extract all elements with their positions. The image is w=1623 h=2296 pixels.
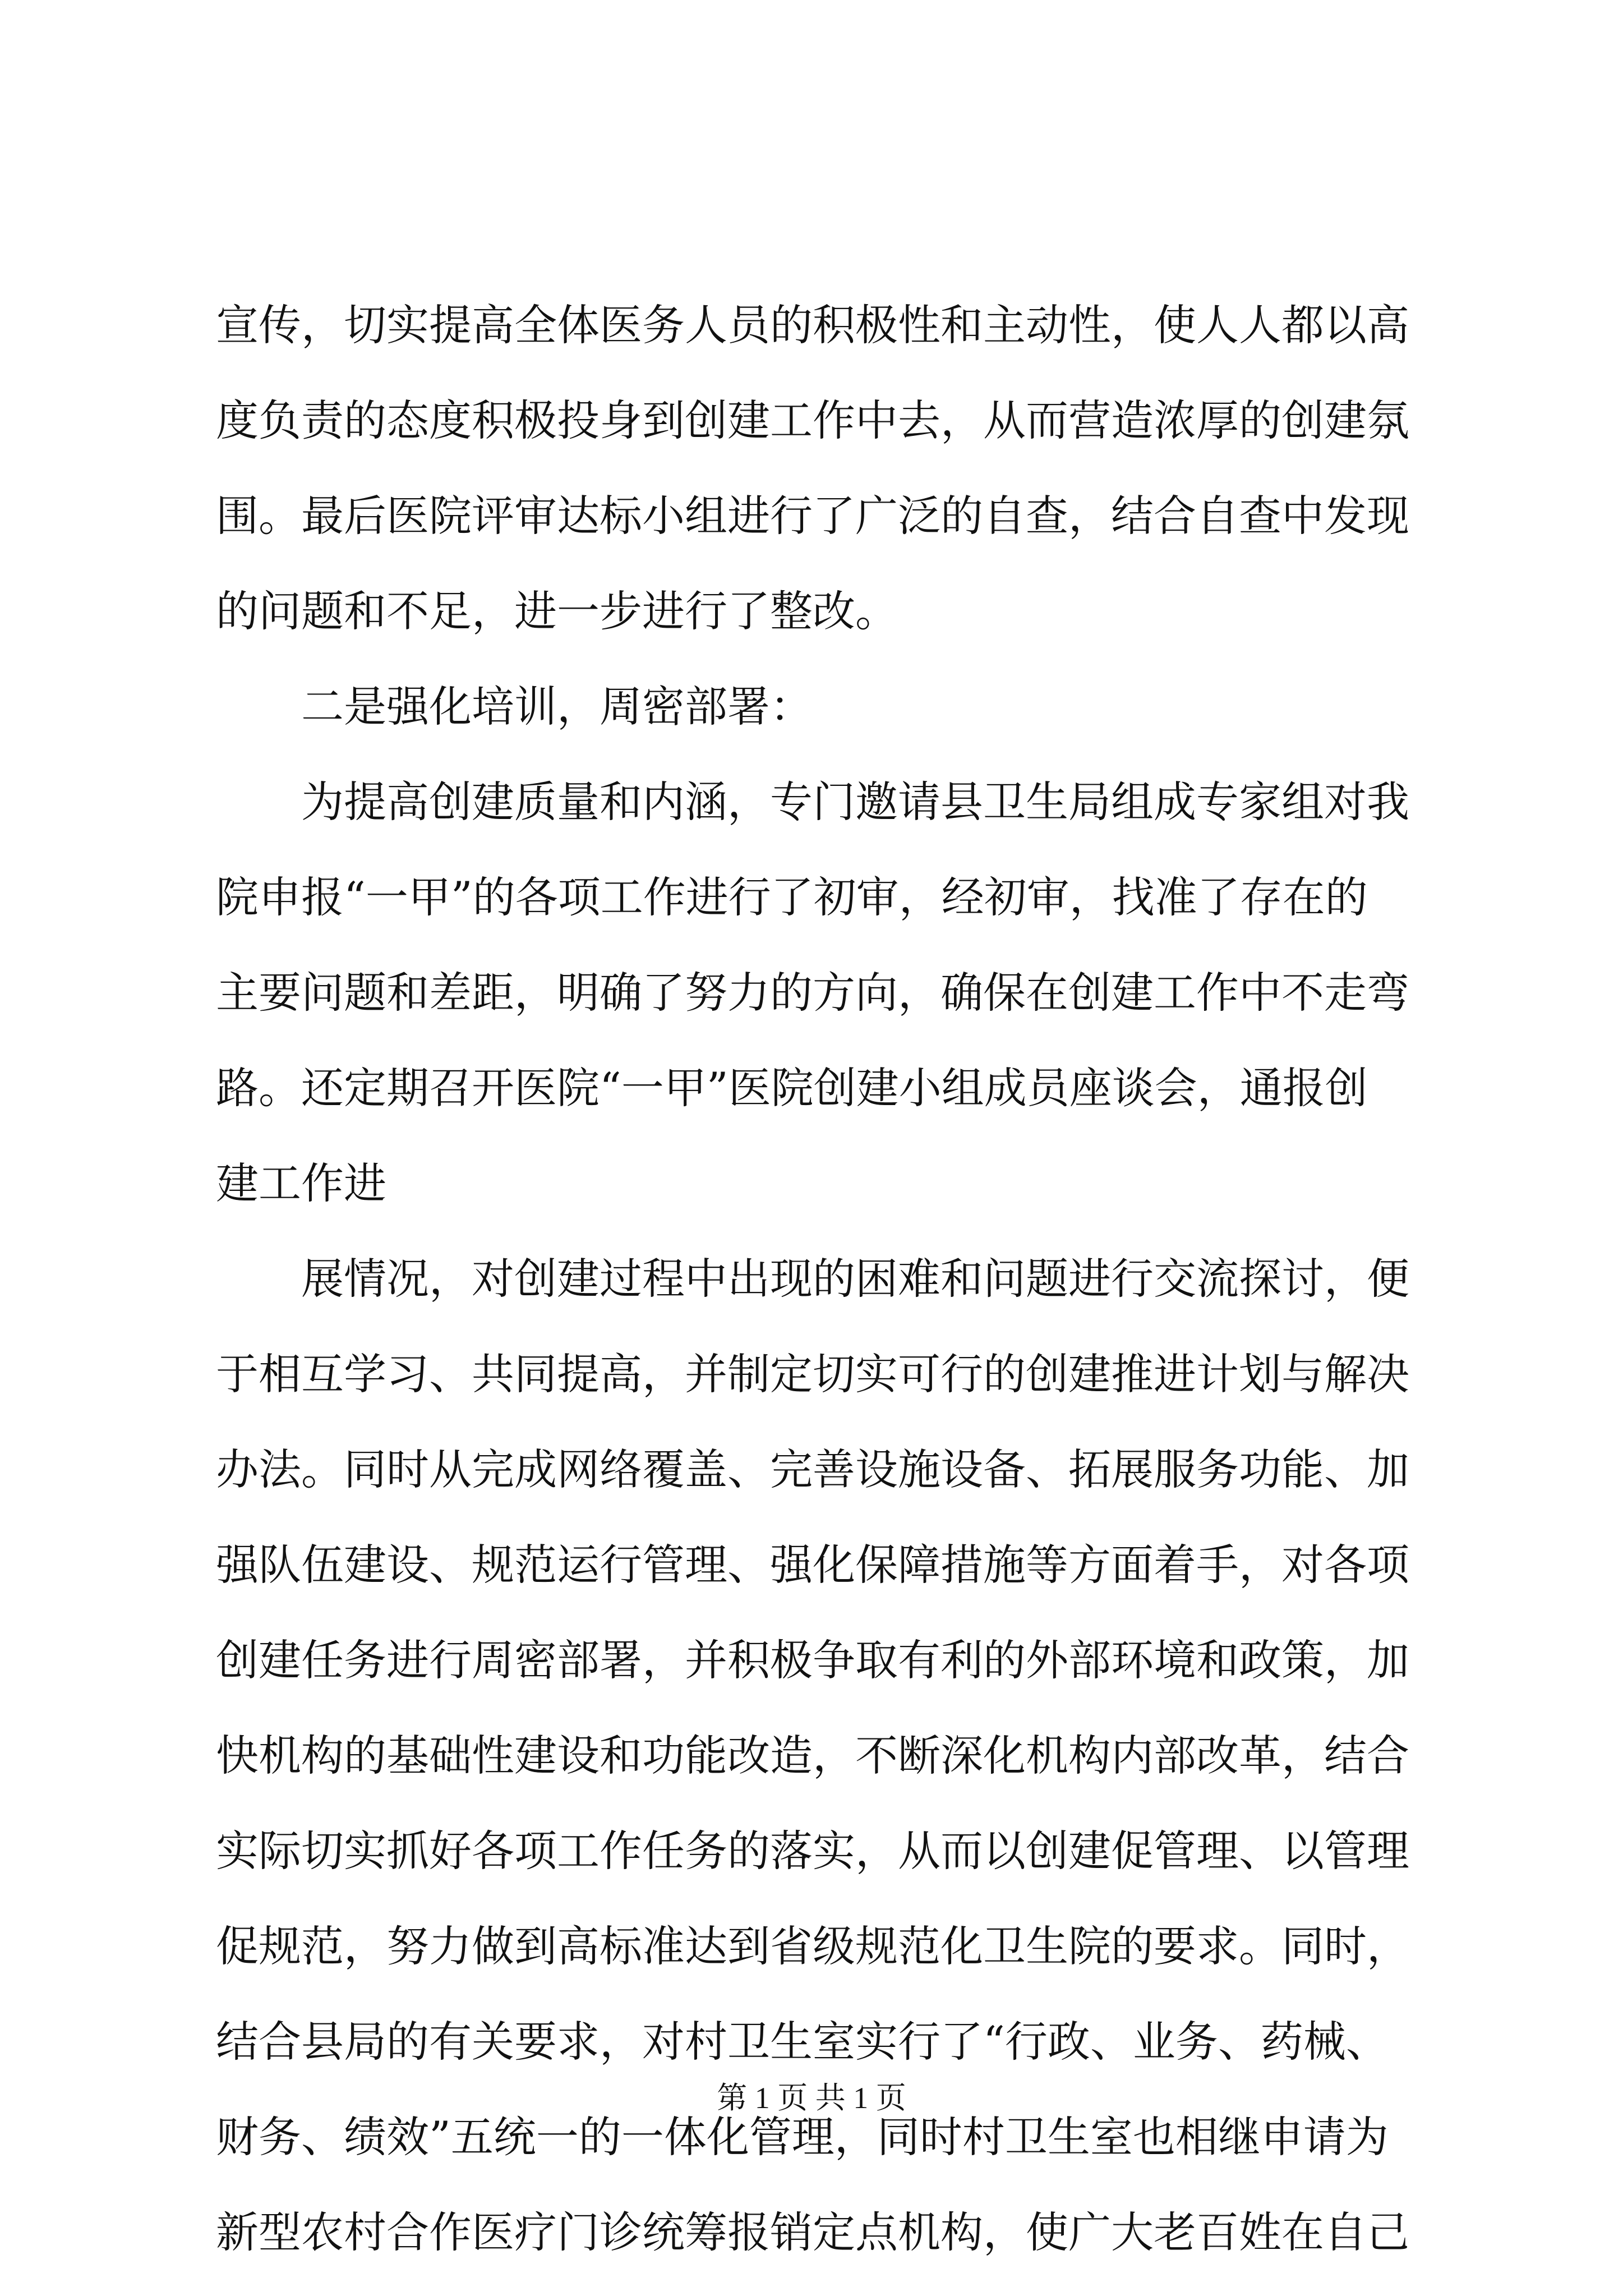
text-line: 院申报“一甲”的各项工作进行了初审，经初审，找准了存在的 xyxy=(216,872,1368,922)
text-line: 宣传，切实提高全体医务人员的积极性和主动性，使人人都以高 xyxy=(216,300,1409,350)
text-line: 强队伍建设、规范运行管理、强化保障措施等方面着手，对各项 xyxy=(216,1540,1409,1590)
text-line: 办法。同时从完成网络覆盖、完善设施设备、拓展服务功能、加 xyxy=(216,1444,1409,1494)
page-footer: 第 1 页 共 1 页 xyxy=(717,2081,906,2115)
paragraph-start-line: 展情况，对创建过程中出现的困难和问题进行交流探讨，便 xyxy=(301,1254,1409,1304)
paragraph-start-line: 为提高创建质量和内涵，专门邀请县卫生局组成专家组对我 xyxy=(301,777,1409,827)
text-line: 主要问题和差距，明确了努力的方向，确保在创建工作中不走弯 xyxy=(216,968,1409,1018)
text-line: 建工作进 xyxy=(216,1158,386,1208)
text-line: 结合县局的有关要求，对村卫生室实行了“行政、业务、药械、 xyxy=(216,2017,1389,2067)
text-line: 快机构的基础性建设和功能改造，不断深化机构内部改革，结合 xyxy=(216,1731,1409,1780)
text-line: 财务、绩效”五统一的一体化管理，同时村卫生室也相继申请为 xyxy=(216,2112,1389,2162)
text-line: 新型农村合作医疗门诊统筹报销定点机构，使广大老百姓在自己 xyxy=(216,2207,1409,2257)
section-heading: 二是强化培训，周密部署： xyxy=(301,682,813,731)
text-line: 路。还定期召开医院“一甲”医院创建小组成员座谈会，通报创 xyxy=(216,1063,1368,1113)
text-line: 促规范，努力做到高标准达到省级规范化卫生院的要求。同时， xyxy=(216,1921,1409,1971)
text-line: 创建任务进行周密部署，并积极争取有利的外部环境和政策，加 xyxy=(216,1635,1409,1685)
text-line: 度负责的态度积极投身到创建工作中去，从而营造浓厚的创建氛 xyxy=(216,395,1409,445)
text-line: 实际切实抓好各项工作任务的落实，从而以创建促管理、以管理 xyxy=(216,1826,1409,1876)
text-line: 围。最后医院评审达标小组进行了广泛的自查，结合自查中发现 xyxy=(216,491,1409,541)
text-line: 于相互学习、共同提高，并制定切实可行的创建推进计划与解决 xyxy=(216,1349,1409,1399)
text-line: 的问题和不足，进一步进行了整改。 xyxy=(216,586,898,636)
